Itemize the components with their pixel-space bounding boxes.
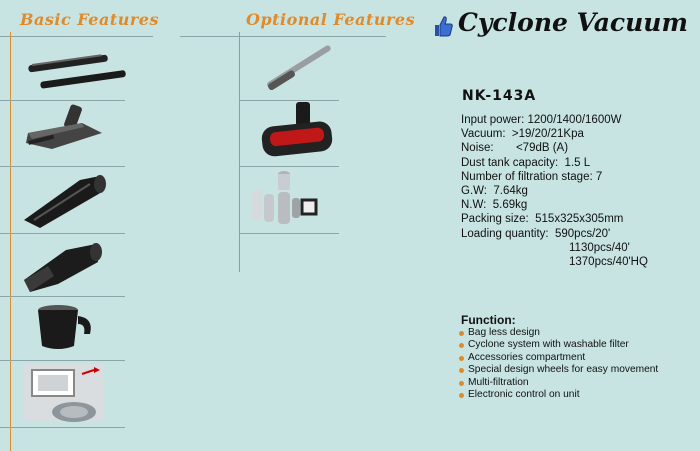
divider [239, 233, 339, 234]
divider [0, 36, 153, 37]
function-list [458, 327, 658, 401]
list-item: Electronic control on unit [458, 389, 658, 401]
accessory-kit-image [244, 170, 334, 233]
spec-noise: Noise: <79dB (A) [461, 142, 569, 155]
dusting-nozzle-image [18, 236, 118, 301]
divider [180, 36, 386, 37]
crevice-tool-image [20, 170, 120, 235]
model-number: NK-143A [462, 88, 537, 104]
upholstery-brush-image [256, 100, 336, 169]
spec-net-weight: N.W: 5.69kg [461, 199, 528, 212]
basic-features-heading: Basic Features [20, 10, 159, 29]
spec-list [461, 113, 648, 269]
extension-tubes-image [22, 44, 132, 99]
spec-vacuum: Vacuum: >19/20/21Kpa [461, 128, 584, 141]
spec-loading-quantity-2: 1130pcs/40' [569, 241, 630, 254]
spec-dust-tank: Dust tank capacity: 1.5 L [461, 156, 591, 169]
thumbs-up-icon [432, 14, 454, 43]
spec-filtration: Number of filtration stage: 7 [461, 170, 603, 183]
list-item: Accessories compartment [458, 352, 658, 364]
divider [0, 427, 125, 428]
filter-closeup-image [24, 364, 104, 427]
floor-brush-image [22, 103, 122, 168]
spec-input-power: Input power: 1200/1400/1600W [461, 114, 622, 126]
spec-gross-weight: G.W: 7.64kg [461, 185, 528, 198]
spec-loading-quantity: Loading quantity: 590pcs/20' [461, 227, 611, 240]
spec-loading-quantity-3: 1370pcs/40'HQ [569, 256, 648, 269]
optional-features-heading: Optional Features [246, 10, 416, 29]
product-title: Cyclone Vacuum [458, 8, 688, 37]
column-rule-optional [239, 32, 240, 272]
list-item: Cyclone system with washable filter [458, 339, 658, 351]
list-item: Bag less design [458, 327, 658, 339]
list-item: Multi-filtration [458, 377, 658, 389]
spec-packing-size: Packing size: 515x325x305mm [461, 213, 624, 226]
telescopic-tube-image [258, 42, 338, 99]
cup-tool-image [28, 300, 108, 360]
divider [0, 100, 125, 101]
list-item: Special design wheels for easy movement [458, 364, 658, 376]
function-heading: Function: [461, 313, 516, 327]
column-rule-left [10, 32, 11, 451]
divider [0, 360, 125, 361]
